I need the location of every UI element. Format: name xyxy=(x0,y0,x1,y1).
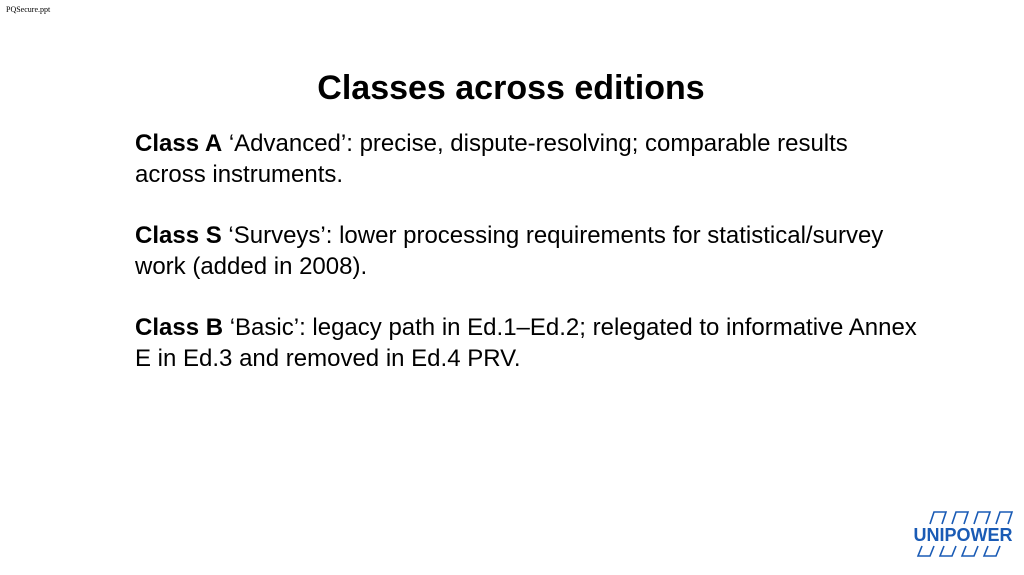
class-s-description: ‘Surveys’: lower processing requirements for statistical/survey work (added in 2008). xyxy=(135,222,884,280)
file-name-label: PQSecure.ppt xyxy=(6,5,51,14)
class-s-paragraph xyxy=(135,220,925,282)
slide-body xyxy=(135,128,925,404)
class-b-description: ‘Basic’: legacy path in Ed.1–Ed.2; relegated to informative Annex E in Ed.3 and removed in Ed.4 PRV. xyxy=(135,314,917,372)
logo-wordmark: UNIPOWER xyxy=(913,525,1013,545)
slide-title: Classes across editions xyxy=(317,69,705,107)
class-b-paragraph xyxy=(135,312,925,374)
class-a-label: Class A xyxy=(135,130,223,157)
class-a-description: ‘Advanced’: precise, dispute-resolving; comparable results across instruments. xyxy=(135,130,848,188)
class-s-label: Class S xyxy=(135,222,222,249)
unipower-logo xyxy=(908,510,1018,560)
class-a-paragraph xyxy=(135,128,925,190)
class-b-label: Class B xyxy=(135,314,224,341)
